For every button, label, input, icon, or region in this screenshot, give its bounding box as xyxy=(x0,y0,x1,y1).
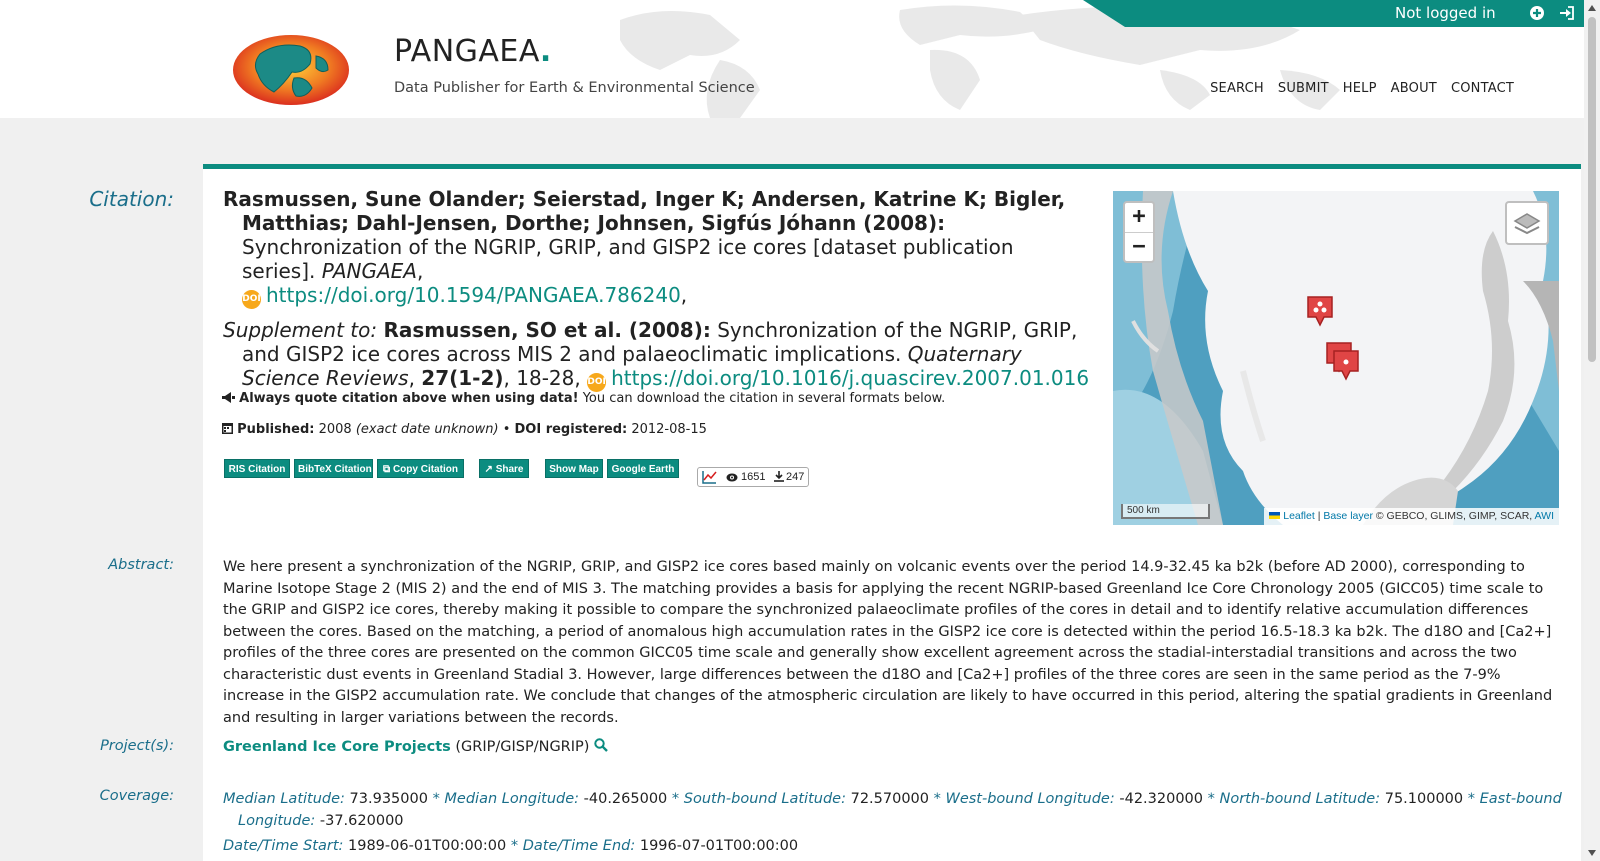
bullhorn-icon xyxy=(222,392,235,403)
doi-icon: DOI xyxy=(242,290,261,309)
coverage-values: Median Latitude: 73.935000 * Median Longitude: -40.265000 * South-bound Latitude: 72.570000 * West-bound Longitude: -42.320000 * North-bound Latitude: 75.100000 * East-bound Longitude: -37.620000 xyxy=(223,791,1562,829)
ukraine-flag-icon xyxy=(1269,512,1280,519)
login-bar xyxy=(1083,0,1584,27)
share-button[interactable]: ↗ Share xyxy=(479,459,529,478)
nav-submit[interactable]: SUBMIT xyxy=(1277,81,1329,96)
abstract-label: Abstract: xyxy=(108,557,174,573)
base-layer-link[interactable]: Base layer xyxy=(1323,510,1373,522)
nav-contact[interactable]: CONTACT xyxy=(1450,81,1514,96)
zoom-in-button[interactable]: + xyxy=(1132,204,1146,229)
scroll-down-arrow-icon[interactable] xyxy=(1588,850,1596,856)
citation-label: Citation: xyxy=(89,187,174,211)
nav-search[interactable]: SEARCH xyxy=(1210,81,1264,96)
citation-main: Rasmussen, Sune Olander; Seierstad, Inger K; Andersen, Katrine K; Bigler, Matthias; Dahl-Jensen, Dorthe; Johnsen, Sigfús Jóhann (2008): Synchronization of the NGRIP, GRIP, and GISP2 ice cores [dataset publication series]. PANGAEA, DOI https://doi.org/10.1594/PANGAEA.786240, xyxy=(223,187,1066,307)
copy-citation-button[interactable]: ⧉ Copy Citation xyxy=(377,459,464,478)
bibtex-citation-button[interactable]: BibTeX Citation xyxy=(294,459,373,478)
nav-help[interactable]: HELP xyxy=(1342,81,1377,96)
map-attribution: Leaflet | Base layer © GEBCO, GLIMS, GIMP, SCAR, AWI xyxy=(1264,508,1559,525)
published-info: Published: 2008 (exact date unknown) • DOI registered: 2012-08-15 xyxy=(222,422,707,437)
coverage-label: Coverage: xyxy=(99,788,174,804)
downloads-count: 247 xyxy=(786,471,805,483)
calendar-icon xyxy=(222,422,233,434)
ris-citation-button[interactable]: RIS Citation xyxy=(224,459,290,478)
search-icon[interactable] xyxy=(594,738,608,752)
download-icon xyxy=(774,471,784,482)
projects-label: Project(s): xyxy=(100,738,174,754)
page-scrollbar[interactable] xyxy=(1584,0,1600,861)
doi-icon: DOI xyxy=(587,373,606,392)
nav-about[interactable]: ABOUT xyxy=(1390,81,1437,96)
copy-icon: ⧉ xyxy=(383,464,393,475)
layers-button[interactable] xyxy=(1505,201,1549,245)
google-earth-button[interactable]: Google Earth xyxy=(607,459,679,478)
login-icon[interactable] xyxy=(1559,5,1575,21)
map-marker[interactable] xyxy=(1332,349,1360,381)
awi-link[interactable]: AWI xyxy=(1534,510,1554,522)
zoom-out-button[interactable]: − xyxy=(1125,232,1153,261)
site-title[interactable]: PANGAEA. xyxy=(394,34,552,69)
show-map-button[interactable]: Show Map xyxy=(545,459,603,478)
leaflet-link[interactable]: Leaflet xyxy=(1283,510,1315,522)
login-status: Not logged in xyxy=(1395,4,1496,22)
site-tagline: Data Publisher for Earth & Environmental Science xyxy=(394,80,755,96)
layers-icon xyxy=(1507,203,1547,243)
citation-block xyxy=(223,187,1093,392)
pangaea-logo[interactable] xyxy=(232,34,350,106)
datetime-values: Date/Time Start: 1989-06-01T00:00:00 * Date/Time End: 1996-07-01T00:00:00 xyxy=(223,838,799,854)
citation-notice: Always quote citation above when using data! You can download the citation in several formats below. xyxy=(222,391,945,406)
abstract-text: We here present a synchronization of the NGRIP, GRIP, and GISP2 ice cores based mainly on volcanic events over the period 14.9-32.45 ka b2k (before AD 2000), corresponding to Marine Isotope Stage 2 (MIS 2) and the end of MIS 3. The matching provides a basis for applying the recent NGRIP-based Greenland Ice Core Chronology 2005 (GICC05) time scale to the GRIP and GISP2 ice cores, thereby making it possible to compare the synchronized palaeoclimate profiles of the cores in detail and to identify relative accumulation differences between the cores. Based on the matching, a period of anomalous high accumulation rates in the GISP2 ice core is detected within the period 16.5-18.3 ka b2k. The d18O and [Ca2+] profiles of the three cores are presented on the common GICC05 time scale and generally show excellent agreement across the stadial-interstadial transitions and across the two characteristic dust events in Greenland Stadial 3. However, large differences between the d18O and [Ca2+] profiles of the three cores are seen in the same period as the 7-9% increase in the GISP2 accumulation rate. We conclude that changes of the atmospheric circulation are likely to have occurred in this period, altering the spatial gradients in Greenland and resulting in larger variations between the records. xyxy=(223,559,1553,726)
supplement-doi-link[interactable]: https://doi.org/10.1016/j.quascirev.2007.01.016 xyxy=(611,366,1090,390)
eye-icon xyxy=(726,473,738,482)
main-nav xyxy=(1210,81,1514,96)
chart-icon xyxy=(702,470,717,484)
coverage-map[interactable] xyxy=(1113,191,1559,525)
scroll-thumb[interactable] xyxy=(1588,17,1596,362)
map-scale: 500 km xyxy=(1121,504,1210,519)
views-count: 1651 xyxy=(741,471,766,483)
projects-value: Greenland Ice Core Projects (GRIP/GISP/NGRIP) xyxy=(223,738,608,755)
map-marker-cluster[interactable] xyxy=(1306,295,1334,327)
usage-stats[interactable] xyxy=(697,467,809,487)
register-icon[interactable] xyxy=(1529,5,1545,21)
project-link[interactable]: Greenland Ice Core Projects xyxy=(223,739,451,755)
scroll-up-arrow-icon[interactable] xyxy=(1588,5,1596,11)
share-icon: ↗ xyxy=(484,464,496,475)
dataset-doi-link[interactable]: https://doi.org/10.1594/PANGAEA.786240 xyxy=(266,283,681,307)
citation-supplement: Supplement to: Rasmussen, SO et al. (2008): Synchronization of the NGRIP, GRIP, and GISP2 ice cores across MIS 2 and palaeoclimatic implications. Quaternary Science Reviews, 27(1-2), 18-28, DOI https://doi.org/10.1016/j.quascirev.2007.01.016 xyxy=(223,318,1090,390)
map-zoom-control xyxy=(1123,201,1155,263)
